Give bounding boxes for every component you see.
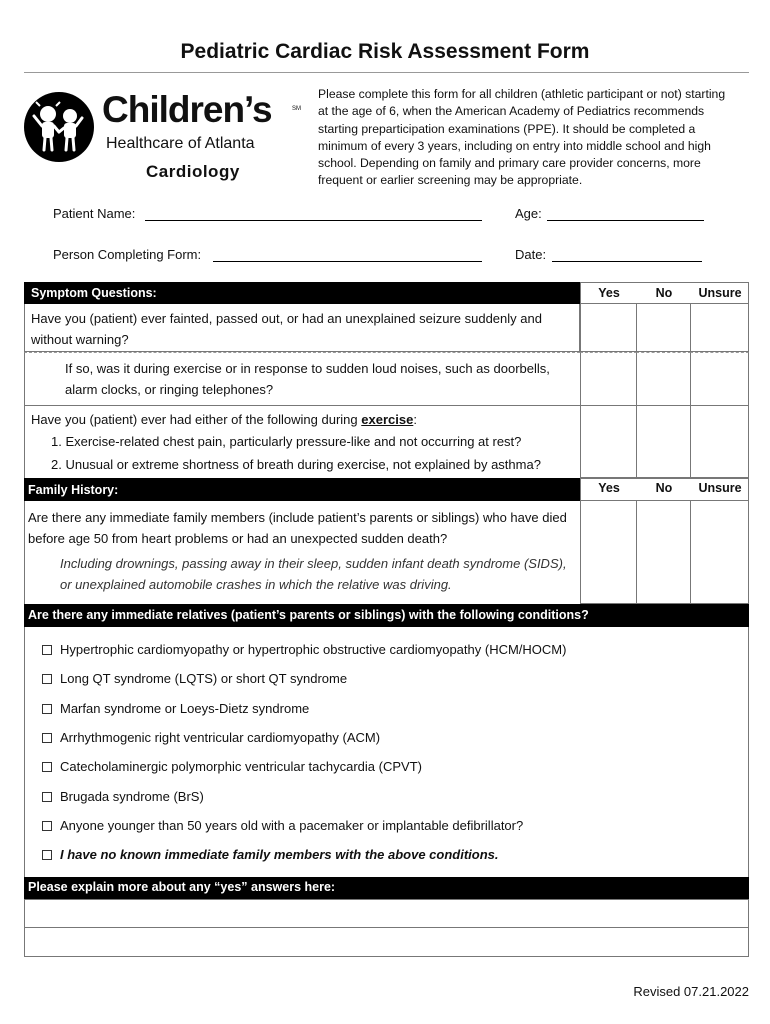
- condition-label: Catecholaminergic polymorphic ventricular tachycardia (CPVT): [60, 759, 422, 774]
- logo: [24, 90, 304, 190]
- yes-column-header: Yes: [598, 286, 620, 300]
- age-field[interactable]: [547, 207, 704, 221]
- checkbox-icon[interactable]: [42, 645, 52, 655]
- checkbox-icon[interactable]: [42, 762, 52, 772]
- page-title: Pediatric Cardiac Risk Assessment Form: [180, 40, 590, 63]
- logo-service-mark: SM: [292, 106, 301, 112]
- age-label: Age:: [515, 206, 542, 221]
- revision-date: Revised 07.21.2022: [633, 984, 749, 999]
- conditions-header: Are there any immediate relatives (patient’s parents or siblings) with the following conditions?: [24, 604, 749, 627]
- symptom-q2-text: [31, 409, 581, 430]
- family-no-column-header: No: [655, 481, 673, 495]
- symptom-q1-followup-no-box[interactable]: [636, 352, 691, 406]
- family-q1-unsure-box[interactable]: [690, 501, 749, 604]
- symptom-q1-row: [24, 304, 580, 352]
- explain-header: Please explain more about any “yes” answers here:: [24, 877, 749, 899]
- condition-item-none[interactable]: [42, 847, 498, 862]
- condition-item[interactable]: [42, 671, 347, 686]
- checkbox-icon[interactable]: [42, 733, 52, 743]
- condition-item[interactable]: [42, 730, 380, 745]
- symptom-q1-unsure-box[interactable]: [690, 304, 749, 352]
- logo-department: Cardiology: [146, 162, 240, 181]
- condition-item[interactable]: [42, 759, 422, 774]
- symptom-q2-suffix: :: [413, 412, 417, 427]
- symptom-q2-item-1: 1. Exercise-related chest pain, particularly pressure-like and not occurring at rest?: [51, 434, 522, 449]
- family-history-header: Family History:: [24, 478, 580, 501]
- family-q1-note: Including drownings, passing away in their sleep, sudden infant death syndrome (SIDS), or unexplained automobile crashes in which the relative was driving.: [60, 556, 567, 592]
- family-column-headers: [580, 478, 749, 501]
- symptom-q2-item-2: 2. Unusual or extreme shortness of breath during exercise, not explained by asthma?: [51, 457, 541, 472]
- explain-line-2[interactable]: [24, 928, 749, 957]
- explain-line-1[interactable]: [24, 899, 749, 928]
- family-unsure-column-header: Unsure: [698, 481, 742, 495]
- conditions-list: [24, 627, 749, 877]
- condition-label: I have no known immediate family members with the above conditions.: [60, 847, 499, 862]
- intro-text: Please complete this form for all children (athletic participant or not) starting at the age of 6, when the American Academy of Pediatrics recommends starting preparticipation examinations (PPE). It should be completed a minimum of every 3 years, including on entry into middle school and high school. Depending on family and primary care provider concerns, more frequent or earlier screening may be appropriate.: [318, 87, 726, 188]
- person-completing-label: Person Completing Form:: [53, 247, 202, 262]
- checkbox-icon[interactable]: [42, 850, 52, 860]
- children-logo-icon: [24, 92, 94, 162]
- symptom-q1-followup-row: [24, 352, 580, 406]
- symptom-q2-row: [24, 406, 580, 478]
- symptom-q1-yes-box[interactable]: [580, 304, 637, 352]
- condition-label: Brugada syndrome (BrS): [60, 789, 204, 804]
- checkbox-icon[interactable]: [42, 792, 52, 802]
- checkbox-icon[interactable]: [42, 674, 52, 684]
- patient-name-label: Patient Name:: [53, 206, 136, 221]
- condition-label: Long QT syndrome (LQTS) or short QT syndrome: [60, 671, 348, 686]
- date-field[interactable]: [552, 248, 702, 262]
- logo-org: Healthcare of Atlanta: [106, 135, 255, 152]
- symptom-q2-unsure-box[interactable]: [690, 406, 749, 478]
- condition-item[interactable]: [42, 642, 566, 657]
- symptom-header: Symptom Questions:: [24, 282, 580, 304]
- patient-name-field[interactable]: [145, 207, 482, 221]
- date-label: Date:: [515, 247, 547, 262]
- family-q1-yes-box[interactable]: [580, 501, 637, 604]
- symptom-column-headers: [580, 282, 749, 304]
- family-q1-row: [24, 501, 580, 604]
- symptom-q1-followup-unsure-box[interactable]: [690, 352, 749, 406]
- condition-label: Marfan syndrome or Loeys-Dietz syndrome: [60, 701, 310, 716]
- condition-label: Anyone younger than 50 years old with a pacemaker or implantable defibrillator?: [60, 818, 524, 833]
- condition-item[interactable]: [42, 789, 204, 804]
- symptom-q1-text: Have you (patient) ever fainted, passed out, or had an unexplained seizure suddenly and without warning?: [31, 311, 542, 347]
- condition-label: Arrhythmogenic right ventricular cardiomyopathy (ACM): [60, 730, 381, 745]
- condition-item[interactable]: [42, 818, 523, 833]
- family-q1-text: Are there any immediate family members (include patient’s parents or siblings) who have died before age 50 from heart problems or had an unexpected sudden death?: [28, 510, 567, 546]
- condition-item[interactable]: [42, 701, 309, 716]
- symptom-q2-prefix: Have you (patient) ever had either of the following during: [31, 412, 362, 427]
- checkbox-icon[interactable]: [42, 821, 52, 831]
- person-completing-field[interactable]: [213, 248, 482, 262]
- symptom-q2-yes-box[interactable]: [580, 406, 637, 478]
- symptom-q1-no-box[interactable]: [636, 304, 691, 352]
- checkbox-icon[interactable]: [42, 704, 52, 714]
- unsure-column-header: Unsure: [698, 286, 742, 300]
- family-q1-no-box[interactable]: [636, 501, 691, 604]
- title-divider: [24, 72, 749, 73]
- symptom-q1-followup-text: If so, was it during exercise or in response to sudden loud noises, such as doorbells, alarm clocks, or ringing telephones?: [65, 361, 550, 397]
- condition-label: Hypertrophic cardiomyopathy or hypertrophic obstructive cardiomyopathy (HCM/HOCM): [60, 642, 567, 657]
- family-yes-column-header: Yes: [598, 481, 620, 495]
- no-column-header: No: [655, 286, 673, 300]
- logo-name: Children’s: [102, 89, 272, 130]
- symptom-q2-no-box[interactable]: [636, 406, 691, 478]
- symptom-q1-followup-yes-box[interactable]: [580, 352, 637, 406]
- symptom-q2-emphasis: exercise: [361, 412, 414, 427]
